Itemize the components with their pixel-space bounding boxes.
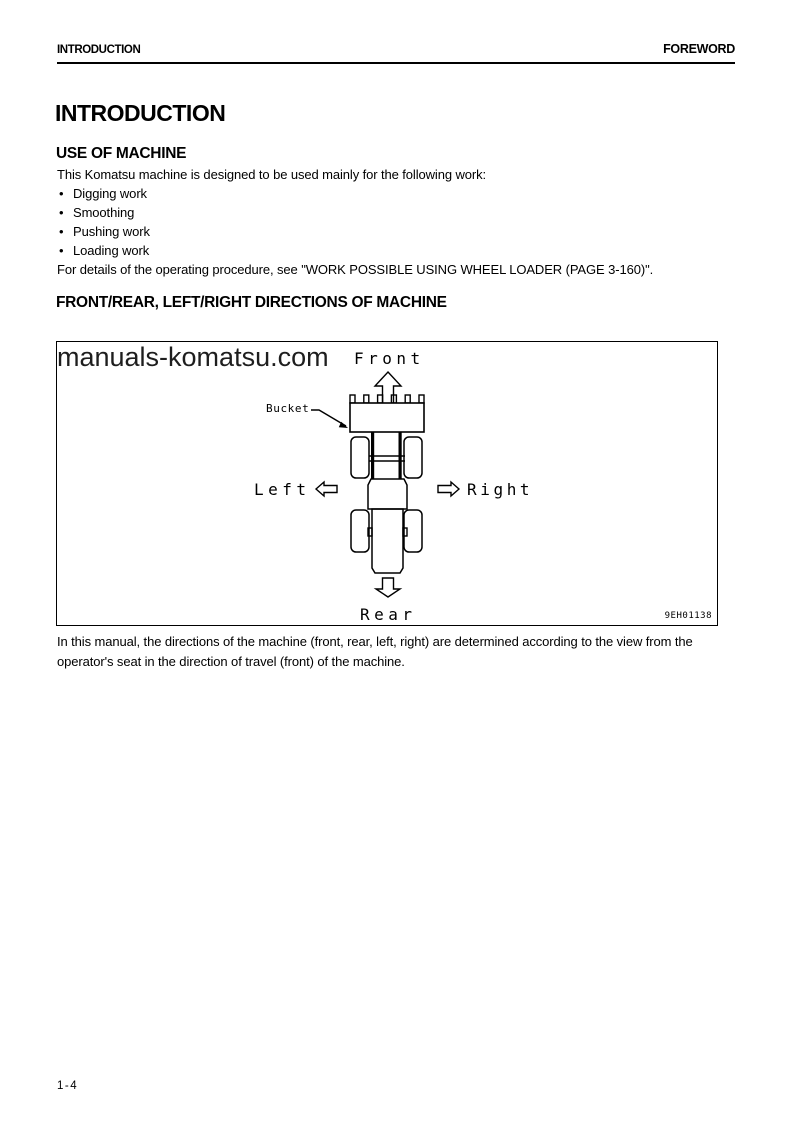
right-arrow-icon (438, 482, 459, 496)
use-of-machine-heading: USE OF MACHINE (56, 145, 187, 162)
rear-arrow-icon (376, 578, 400, 597)
directions-figure (56, 341, 718, 626)
figure-code: 9EH01138 (664, 611, 712, 621)
header-section-label: INTRODUCTION (57, 44, 141, 56)
front-arrow-icon (375, 372, 401, 407)
header-chapter-label: FOREWORD (663, 42, 735, 56)
directions-heading: FRONT/REAR, LEFT/RIGHT DIRECTIONS OF MACHINE (56, 294, 447, 311)
bucket-label: Bucket (266, 402, 310, 415)
right-label: Right (467, 480, 534, 499)
use-of-machine-intro: This Komatsu machine is designed to be used mainly for the following work: (57, 167, 487, 182)
procedure-note: For details of the operating procedure, see "WORK POSSIBLE USING WHEEL LOADER (PAGE 3-160)". (57, 262, 654, 277)
list-item (59, 222, 679, 241)
machine-top-view-drawing (57, 342, 717, 625)
front-label: Front (354, 349, 425, 368)
page-title: INTRODUCTION (55, 100, 226, 126)
header-rule (57, 62, 735, 64)
left-arrow-icon (316, 482, 337, 496)
list-item-label: Pushing work (73, 224, 150, 239)
list-item-label: Loading work (73, 243, 150, 258)
page-number: 1-4 (57, 1080, 79, 1092)
rear-label: Rear (360, 605, 417, 624)
list-item (59, 184, 679, 203)
directions-caption: In this manual, the directions of the machine (front, rear, left, right) are determined according to the view from the operator's seat in the direction of travel (front) of the machine. (57, 634, 693, 669)
list-item-label: Smoothing (73, 205, 135, 220)
list-item (59, 241, 679, 260)
watermark-text: manuals-komatsu.com (57, 342, 329, 372)
work-type-list (59, 184, 679, 260)
list-item-label: Digging work (73, 186, 147, 201)
left-label: Left (254, 480, 311, 499)
list-item (59, 203, 679, 222)
